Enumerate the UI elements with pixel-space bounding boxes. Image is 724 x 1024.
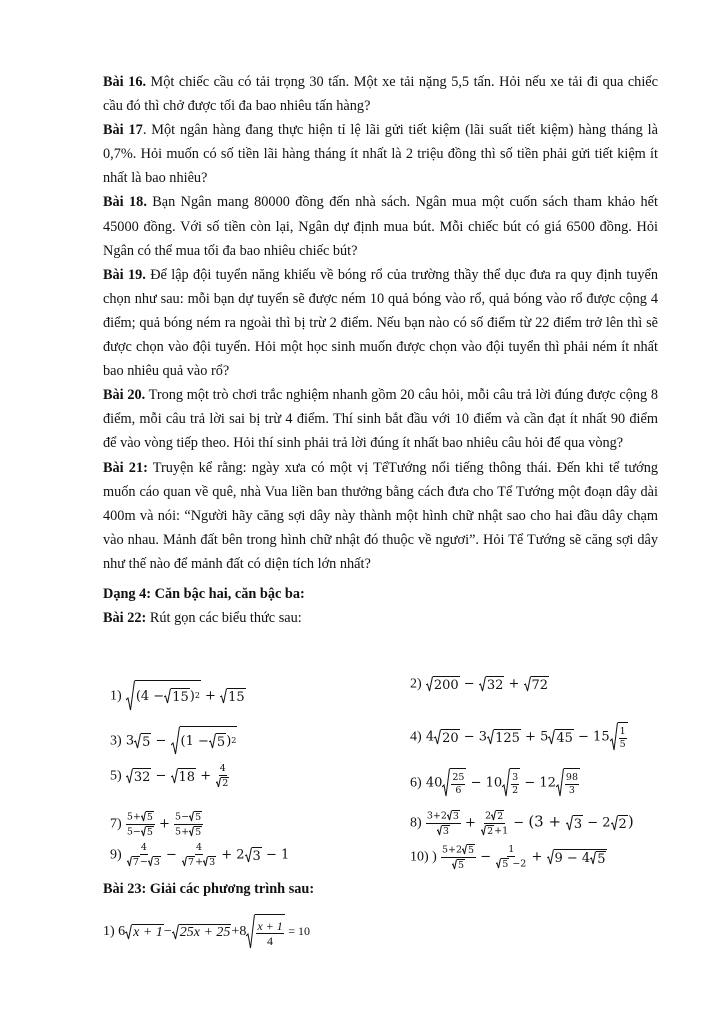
equation-1: 1) 6 x + 1 − 25x + 25 +8 $\frac{x + 1}{4}$ = 10 <box>103 914 310 950</box>
problem-20: Bài 20. Trong một trò chơi trắc nghiệm nhanh gồm 20 câu hỏi, mỗi câu trả lời đúng được cộng 8 điểm, mỗi câu trả lời sai bị trừ 4 điểm. Thí sinh bắt đầu với 10 điểm và cần đạt ít nhất 90 điểm để vào vòng tiếp theo. Hỏi thí sinh phải trả lời đúng ít nhất bao nhiêu câu hỏi để qua vòng? <box>103 387 658 452</box>
problem-18: Bài 18. Bạn Ngân mang 80000 đồng đến nhà sách. Ngân mua một cuốn sách tham khảo hết 45000 đồng. Với số tiền còn lại, Ngân dự định mua bút. Mỗi chiếc bút có giá 6500 đồng. Hỏi Ngân có thể mua tối đa bao nhiêu chiếc bút? <box>103 194 658 259</box>
section-heading: Dạng 4: Căn bậc hai, căn bậc ba: <box>103 585 305 602</box>
expression-5: 5) 32 − 18 + $\frac{4}{2}$ <box>110 763 229 789</box>
problem-19: Bài 19. Để lập đội tuyển năng khiếu về bóng rổ của trường thầy thể dục đưa ra quy định tuyển chọn như sau: mỗi bạn dự tuyển sẽ được ném 10 quả bóng vào rổ, quả bóng vào rổ được cộng 4 điểm; quả bóng ném ra ngoài thì bị trừ 2 điểm. Nếu bạn nào có số điểm từ 22 điểm trở lên thì sẽ được chọn vào đội tuyển. Hỏi một học sinh muốn được chọn vào đội tuyển thì phải ném ít nhất bao nhiêu quả vào rổ? <box>103 266 658 380</box>
problem-23: Bài 23: Giải các phương trình sau: <box>103 881 315 897</box>
problem-21: Bài 21: Truyện kể rằng: ngày xưa có một vị TểTướng nổi tiếng thông thái. Đến khi tể tướng muốn cáo quan về quê, nhà Vua liền ban thưởng bằng cách đưa cho Tể Tướng một đoạn dây dài 400m và nói: “Người hãy căng sợi dây này thành một hình chữ nhật sao cho hai đầu dây chạm vào nhau. Mảnh đất bên trong hình chữ nhật đó thuộc về ngươi”. Hỏi Tể Tướng sẽ căng sợi dây như thế nào để mảnh đất có diện tích lớn nhất? <box>103 459 659 572</box>
problem-22: Bài 22: Rút gọn các biểu thức sau: <box>103 609 302 626</box>
document-page <box>103 70 658 630</box>
expression-6: 6) 40 $\frac{25}{6}$ − 10 $\frac{3}{2}$ − 12 $\frac{98}{3}$ <box>410 768 580 798</box>
expression-8: 8) 3+2 3 3 + 2 2 2 +1 − (3 + 3 − 2 2 ) <box>410 810 634 837</box>
problem-16: Bài 16. Một chiếc cầu có tải trọng 30 tấn. Một xe tải nặng 5,5 tấn. Hỏi nếu xe tải đi qua chiếc cầu đó thì chở được tối đa bao nhiêu tấn hàng? <box>103 74 658 115</box>
expression-4: 4) 4 20 − 3 125 + 5 45 − 15 $\frac{1}{5}$ <box>410 722 628 752</box>
expression-9: 9) 4 7 − 3 − 4 7 + 3 + 2 3 − 1 <box>110 842 290 868</box>
sqrt: ( 4 − 15 ) 2 <box>126 680 201 712</box>
expression-1: 1) ( 4 − 15 ) 2 + 15 <box>110 680 246 712</box>
expression-10: 10) ) 5+2 5 5 − 1 5 −2 + 9 − 4 5 <box>410 844 606 871</box>
problem-17: Bài 17. Một ngân hàng đang thực hiện tỉ lệ lãi gửi tiết kiệm (lãi suất tiết kiệm) hàng tháng là 0,7%. Hỏi muốn có số tiền lãi hàng tháng ít nhất là 2 triệu đồng thì số tiền phải gửi tiết kiệm ít nhất là bao nhiêu? <box>103 122 659 187</box>
expression-2: 2) 200 − 32 + 72 <box>410 676 549 693</box>
expression-7: 7) 5+ 5 5− 5 + 5− 5 5+ 5 <box>110 811 202 838</box>
expression-3: 3) 3 5 − ( 1 − 5 ) 2 <box>110 726 237 756</box>
